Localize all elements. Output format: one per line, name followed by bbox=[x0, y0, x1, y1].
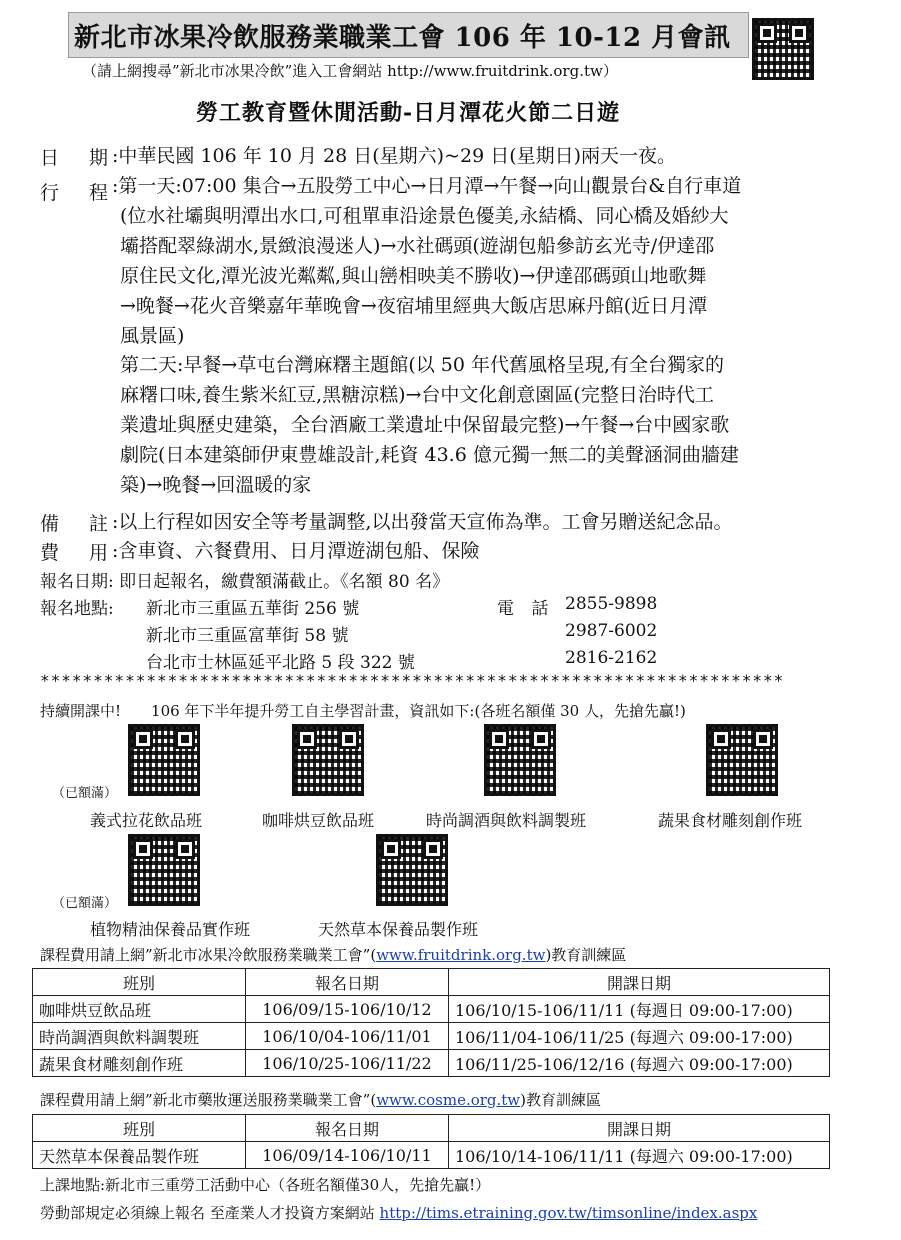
location-phone: 2855-9898 bbox=[565, 594, 658, 614]
itinerary-line: 劇院(日本建築師伊東豊雄設計,耗資 43.6 億元獨一無二的美聲涵洞曲牆建 bbox=[120, 444, 739, 466]
date-value: :中華民國 106 年 10 月 28 日(星期六)~29 日(星期日)兩天一夜。 bbox=[112, 145, 677, 167]
itinerary-line: 築)→晚餐→回溫暖的家 bbox=[120, 474, 312, 496]
table-cell: 106/11/04-106/11/25 (每週六 09:00-17:00) bbox=[449, 1023, 830, 1050]
itinerary-day2 bbox=[120, 352, 739, 498]
course-name: 時尚調酒與飲料調製班 bbox=[426, 811, 587, 830]
itinerary-label: 行 程 bbox=[40, 182, 121, 204]
table-row bbox=[33, 1142, 830, 1169]
table-cell: 106/09/14-106/10/11 bbox=[246, 1142, 449, 1169]
itinerary-line: →晚餐→花火音樂嘉年華晚會→夜宿埔里經典大飯店思麻丹館(近日月潭 bbox=[120, 295, 708, 317]
itinerary-line: 原住民文化,潭光波光粼粼,與山巒相映美不勝收)→伊達邵碼頭山地歌舞 bbox=[120, 265, 707, 287]
table2-caption-pre: 課程費用請上網”新北市藥妝運送服務業職業工會”( bbox=[40, 1091, 377, 1109]
itinerary-line: :第一天:07:00 集合→五股勞工中心→日月潭→午餐→向山觀景台&自行車道 bbox=[112, 175, 742, 197]
column-header: 開課日期 bbox=[449, 1115, 830, 1142]
class-venue: 上課地點:新北市三重勞工活動中心（各班名額僅30人，先搶先贏!） bbox=[40, 1176, 491, 1194]
column-header: 開課日期 bbox=[449, 969, 830, 996]
course-qr-code-icon bbox=[376, 834, 448, 906]
course-full-badge: （已額滿） bbox=[52, 896, 118, 911]
phone-label: 電 話 bbox=[497, 599, 555, 619]
schedule-table-1 bbox=[32, 968, 830, 1077]
course-name: 義式拉花飲品班 bbox=[90, 811, 203, 830]
table1-caption-post: )教育訓練區 bbox=[545, 946, 627, 964]
course-qr-code-icon bbox=[128, 724, 200, 796]
table-row bbox=[33, 1050, 830, 1077]
registration-place-label: 報名地點: bbox=[40, 599, 114, 619]
newsletter-subtitle: （請上網搜尋”新北市冰果冷飲”進入工會網站 http://www.fruitdrink.org.tw） bbox=[82, 62, 618, 80]
date-label: 日 期 bbox=[40, 147, 121, 169]
fee-value: :含車資、六餐費用、日月潭遊湖包船、保險 bbox=[112, 540, 480, 562]
course-name: 天然草本保養品製作班 bbox=[318, 920, 479, 939]
itinerary-line: 第二天:早餐→草屯台灣麻糬主題館(以 50 年代舊風格呈現,有全台獨家的 bbox=[120, 354, 725, 376]
course-qr-code-icon bbox=[706, 724, 778, 796]
location-phone: 2816-2162 bbox=[565, 648, 658, 668]
fee-label: 費 用 bbox=[40, 542, 121, 564]
itinerary-day1 bbox=[112, 173, 741, 349]
location-address: 台北市士林區延平北路 5 段 322 號 bbox=[146, 653, 415, 673]
registration-date: 報名日期: 即日起報名，繳費額滿截止。《名額 80 名》 bbox=[40, 572, 450, 592]
table-cell: 106/10/04-106/11/01 bbox=[246, 1023, 449, 1050]
tims-link[interactable]: http://tims.etraining.gov.tw/timsonline/index.aspx bbox=[379, 1204, 758, 1222]
itinerary-line: (位水社壩與明潭出水口,可租單車沿途景色優美,永結橋、同心橋及婚紗大 bbox=[120, 205, 729, 227]
table-cell: 106/10/14-106/11/11 (每週六 09:00-17:00) bbox=[449, 1142, 830, 1169]
table-cell: 106/09/15-106/10/12 bbox=[246, 996, 449, 1023]
course-qr-code-icon bbox=[484, 724, 556, 796]
course-name: 植物精油保養品實作班 bbox=[90, 920, 251, 939]
location-address: 新北市三重區五華街 256 號 bbox=[146, 599, 360, 619]
newsletter-title: 新北市冰果冷飲服務業職業工會 106 年 10-12 月會訊 bbox=[74, 23, 731, 53]
notes-value: :以上行程如因安全等考量調整,以出發當天宣佈為準。工會另贈送紀念品。 bbox=[112, 511, 733, 533]
itinerary-line: 業遺址與歷史建築，全台酒廠工業遺址中保留最完整)→午餐→台中國家歌 bbox=[120, 414, 730, 436]
fruitdrink-link[interactable]: www.fruitdrink.org.tw bbox=[376, 946, 546, 964]
itinerary-line: 麻糬口味,養生紫米紅豆,黑糖涼糕)→台中文化創意園區(完整日治時代工 bbox=[120, 384, 714, 406]
online-registration bbox=[40, 1202, 757, 1223]
courses-intro: 持續開課中! 106 年下半年提升勞工自主學習計畫，資訊如下:(各班名額僅 30 人，先搶先贏!) bbox=[40, 702, 686, 720]
separator-line: ********************************************************************** bbox=[40, 671, 785, 690]
table-cell: 106/11/25-106/12/16 (每週六 09:00-17:00) bbox=[449, 1050, 830, 1077]
course-name: 咖啡烘豆飲品班 bbox=[262, 811, 375, 830]
column-header: 報名日期 bbox=[246, 969, 449, 996]
table-cell: 106/10/15-106/11/11 (每週日 09:00-17:00) bbox=[449, 996, 830, 1023]
table-header-row bbox=[33, 969, 830, 996]
table-cell: 咖啡烘豆飲品班 bbox=[33, 996, 246, 1023]
online-registration-text: 勞動部規定必須線上報名 至產業人才投資方案網站 bbox=[40, 1204, 380, 1222]
table1-caption bbox=[40, 944, 626, 965]
course-name: 蔬果食材雕刻創作班 bbox=[658, 811, 803, 830]
table-row bbox=[33, 996, 830, 1023]
table-cell: 天然草本保養品製作班 bbox=[33, 1142, 246, 1169]
table-cell: 106/10/25-106/11/22 bbox=[246, 1050, 449, 1077]
course-full-badge: （已額滿） bbox=[52, 786, 118, 801]
cosme-link[interactable]: www.cosme.org.tw bbox=[376, 1091, 521, 1109]
event-title: 勞工教育暨休閒活動-日月潭花火節二日遊 bbox=[196, 100, 621, 126]
header-qr-code-icon bbox=[752, 18, 814, 80]
course-qr-code-icon bbox=[292, 724, 364, 796]
location-phone: 2987-6002 bbox=[565, 621, 658, 641]
table2-caption bbox=[40, 1089, 601, 1110]
table2-caption-post: )教育訓練區 bbox=[520, 1091, 602, 1109]
table-row bbox=[33, 1023, 830, 1050]
schedule-table-2 bbox=[32, 1114, 830, 1169]
location-address: 新北市三重區富華街 58 號 bbox=[146, 626, 349, 646]
table-cell: 時尚調酒與飲料調製班 bbox=[33, 1023, 246, 1050]
notes-label: 備 註 bbox=[40, 513, 121, 535]
table-cell: 蔬果食材雕刻創作班 bbox=[33, 1050, 246, 1077]
column-header: 班別 bbox=[33, 969, 246, 996]
column-header: 班別 bbox=[33, 1115, 246, 1142]
itinerary-line: 風景區) bbox=[120, 325, 185, 347]
table1-caption-pre: 課程費用請上網”新北市冰果冷飲服務業職業工會”( bbox=[40, 946, 377, 964]
table-header-row bbox=[33, 1115, 830, 1142]
column-header: 報名日期 bbox=[246, 1115, 449, 1142]
course-qr-code-icon bbox=[128, 834, 200, 906]
itinerary-line: 壩搭配翠綠湖水,景緻浪漫迷人)→水社碼頭(遊湖包船參訪玄光寺/伊達邵 bbox=[120, 235, 715, 257]
